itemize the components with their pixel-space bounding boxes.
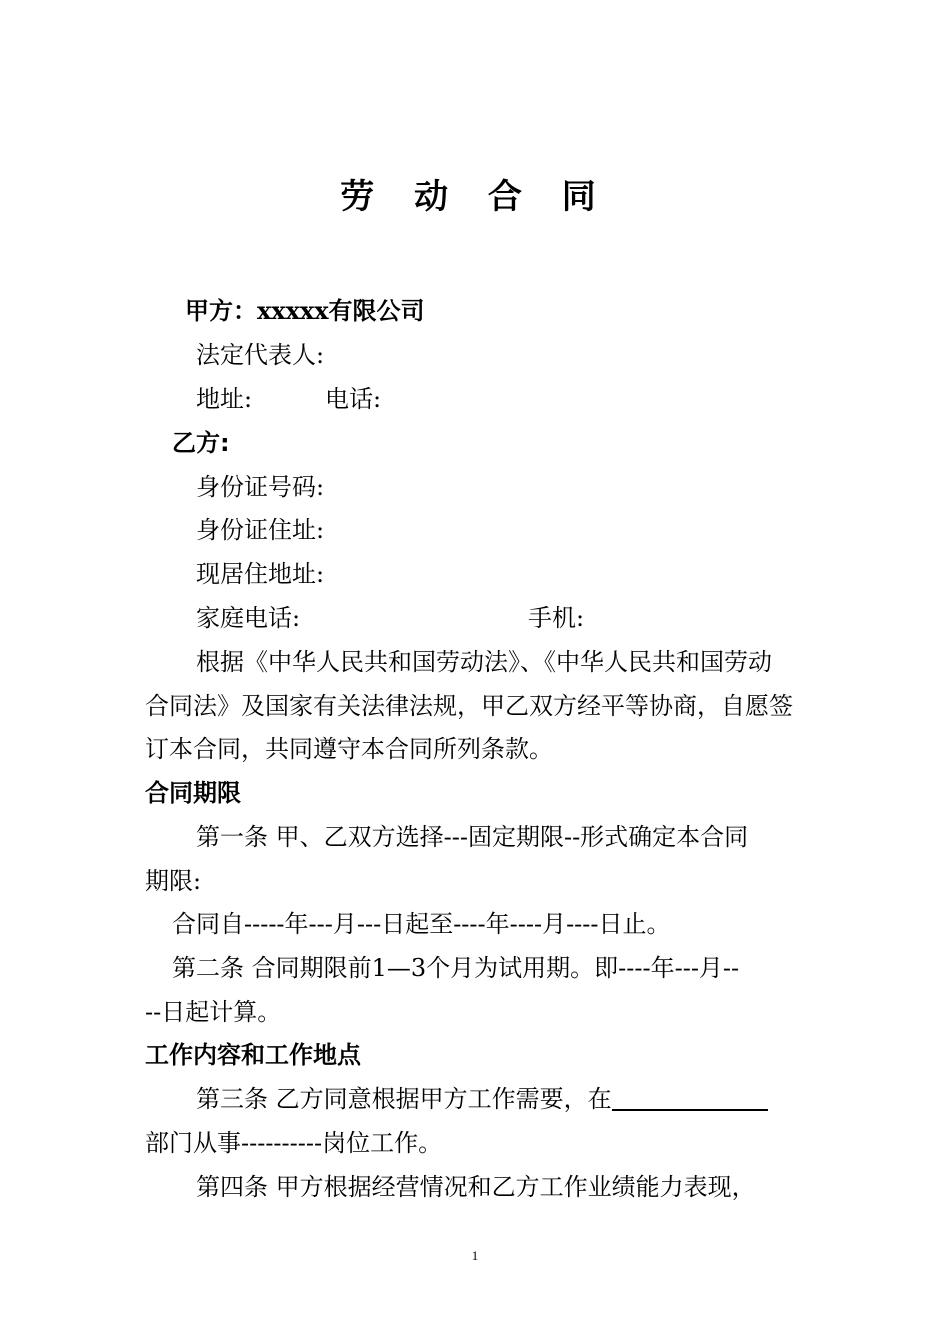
party-b-id-number: 身份证号码: xyxy=(196,473,325,501)
document-title: 劳 动 合 同 xyxy=(340,177,610,217)
article-1-line-1: 第一条 甲、乙双方选择---固定期限--形式确定本合同 xyxy=(196,823,749,851)
article-3-line-2: 部门从事----------岗位工作。 xyxy=(145,1129,443,1157)
intro-line-1: 根据《中华人民共和国劳动法》、《中华人民共和国劳动 xyxy=(196,648,772,676)
article-3-line-1 xyxy=(196,1084,866,1114)
department-blank-underline xyxy=(612,1085,768,1111)
party-b-id-address: 身份证住址: xyxy=(196,516,325,544)
section-heading-term: 合同期限 xyxy=(145,779,241,807)
article-3-text: 第三条 乙方同意根据甲方工作需要，在 xyxy=(196,1085,612,1113)
party-b-mobile: 手机: xyxy=(528,604,585,632)
article-1-line-2: 期限: xyxy=(145,867,202,895)
party-b-label: 乙方: xyxy=(172,429,230,457)
page-number: 1 xyxy=(471,1248,479,1263)
article-2-line-2: --日起计算。 xyxy=(145,998,282,1026)
party-b-home-phone: 家庭电话: xyxy=(196,604,301,632)
party-b-current-address: 现居住地址: xyxy=(196,560,325,588)
section-heading-work: 工作内容和工作地点 xyxy=(145,1041,361,1069)
party-a-label: 甲方：xxxxx有限公司 xyxy=(185,296,425,325)
article-2-line-1: 第二条 合同期限前1—3个月为试用期。即----年---月-- xyxy=(172,954,740,982)
intro-line-3: 订本合同，共同遵守本合同所列条款。 xyxy=(145,735,553,763)
party-a-phone: 电话: xyxy=(325,385,382,413)
article-1-dates: 合同自-----年---月---日起至----年----月----日止。 xyxy=(172,910,671,938)
party-a-legal-rep: 法定代表人: xyxy=(196,341,325,369)
party-a-address: 地址: xyxy=(196,385,253,413)
intro-line-2: 合同法》及国家有关法律法规，甲乙双方经平等协商，自愿签 xyxy=(145,692,793,720)
article-4-line-1: 第四条 甲方根据经营情况和乙方工作业绩能力表现， xyxy=(196,1173,756,1201)
